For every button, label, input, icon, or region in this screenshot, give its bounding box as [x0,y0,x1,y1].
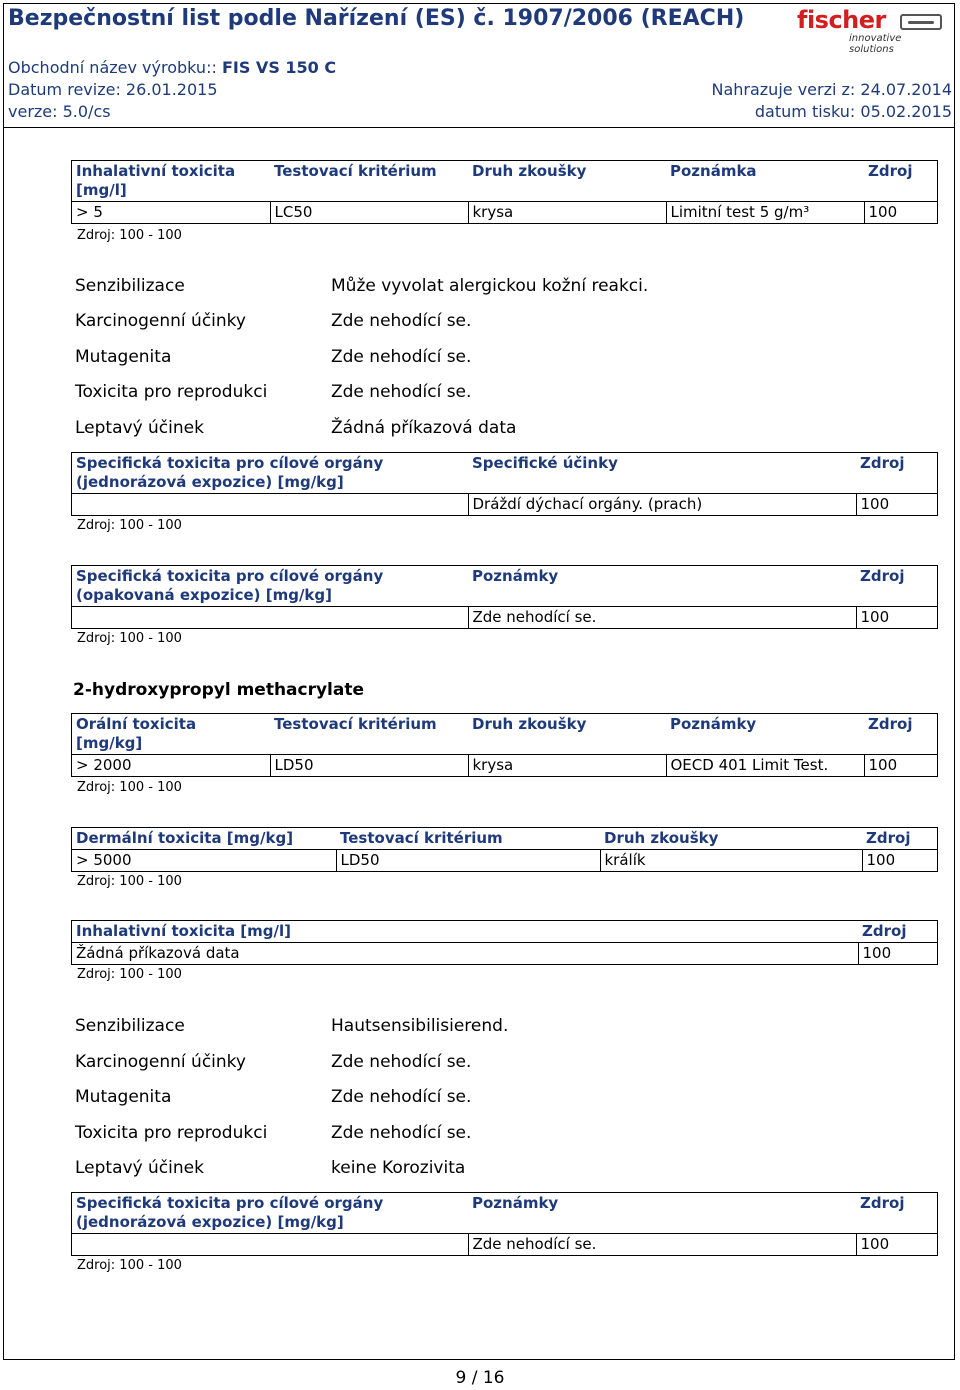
table-cell: krysa [468,755,666,777]
table-header-cell: Orální toxicita [mg/kg] [72,714,271,755]
table-header-cell: Specifické účinky [468,453,856,494]
property-label: Toxicita pro reprodukci [75,1123,268,1143]
property-value: Zde nehodící se. [331,311,472,331]
inhalation-toxicity-table-2 [71,920,938,965]
table-header-cell: Testovací kritérium [270,161,468,202]
version: verze: 5.0/cs [8,102,111,121]
stot-single-table [71,452,938,516]
table-header-cell: Zdroj [856,453,938,494]
table-header-cell: Druh zkoušky [468,714,666,755]
table-cell: > 5 [72,202,271,224]
property-value: Zde nehodící se. [331,1123,472,1143]
table-cell [72,1234,469,1256]
table-row [72,607,938,629]
table-header-row [72,921,938,943]
revision-date: Datum revize: 26.01.2015 [8,80,218,99]
property-value: Žádná příkazová data [331,418,517,438]
table-cell: krysa [468,202,666,224]
logo-badge-icon [900,14,942,30]
table-cell: > 5000 [72,850,337,872]
table-cell: 100 [864,202,938,224]
table-cell: 100 [856,1234,938,1256]
source-note: Zdroj: 100 - 100 [77,631,182,646]
table-cell: 100 [856,494,938,516]
property-value: Zde nehodící se. [331,382,472,402]
table-header-row [72,714,938,755]
property-value: Zde nehodící se. [331,1087,472,1107]
table-header-cell: Poznámky [666,714,864,755]
table-header-cell: Poznámka [666,161,864,202]
property-label: Leptavý účinek [75,418,204,438]
document-title: Bezpečnostní list podle Nařízení (ES) č. 1907/2006 (REACH) [8,6,745,31]
stot-repeated-table [71,565,938,629]
dermal-toxicity-table [71,827,938,872]
table-header-row [72,453,938,494]
table-cell: 100 [856,607,938,629]
table-header-row [72,566,938,607]
trade-name-line [8,58,336,77]
table-cell: Dráždí dýchací orgány. (prach) [468,494,856,516]
table-header-row [72,161,938,202]
substance-heading: 2-hydroxypropyl methacrylate [73,680,365,700]
table-cell: LC50 [270,202,468,224]
table-cell: králík [600,850,862,872]
table-cell: LD50 [270,755,468,777]
stot-single-table-2 [71,1192,938,1256]
property-label: Mutagenita [75,1087,172,1107]
property-label: Karcinogenní účinky [75,311,246,331]
table-row [72,202,938,224]
table-row [72,943,938,965]
table-header-cell: Testovací kritérium [270,714,468,755]
table-cell: 100 [858,943,938,965]
table-header-cell: Druh zkoušky [600,828,862,850]
table-header-cell: Zdroj [864,714,938,755]
table-header-cell: Specifická toxicita pro cílové orgány (jednorázová expozice) [mg/kg] [72,453,469,494]
property-value: Může vyvolat alergickou kožní reakci. [331,276,649,296]
page-number: 9 / 16 [455,1368,505,1388]
table-header-cell: Specifická toxicita pro cílové orgány (opakovaná expozice) [mg/kg] [72,566,469,607]
table-header-cell: Specifická toxicita pro cílové orgány (jednorázová expozice) [mg/kg] [72,1193,469,1234]
property-label: Senzibilizace [75,276,185,296]
table-header-cell: Zdroj [856,566,938,607]
replaces-version: Nahrazuje verzi z: 24.07.2014 [711,80,952,99]
table-header-row [72,1193,938,1234]
table-cell: 100 [862,850,938,872]
inhalation-toxicity-table [71,160,938,224]
table-cell: > 2000 [72,755,271,777]
table-cell: Zde nehodící se. [468,1234,856,1256]
property-label: Leptavý účinek [75,1158,204,1178]
table-cell: Žádná příkazová data [72,943,859,965]
property-label: Mutagenita [75,347,172,367]
table-row [72,755,938,777]
table-row [72,850,938,872]
source-note: Zdroj: 100 - 100 [77,874,182,889]
table-header-cell: Inhalativní toxicita [mg/l] [72,921,859,943]
property-value: keine Korozivita [331,1158,466,1178]
table-header-cell: Inhalativní toxicita [mg/l] [72,161,271,202]
logo-tagline: innovative solutions [849,33,902,55]
source-note: Zdroj: 100 - 100 [77,228,182,243]
print-date: datum tisku: 05.02.2015 [754,102,952,121]
fischer-logo [797,6,947,55]
table-header-cell: Dermální toxicita [mg/kg] [72,828,337,850]
logo-wordmark: fischer [797,6,886,34]
source-note: Zdroj: 100 - 100 [77,518,182,533]
table-cell [72,494,469,516]
table-cell: OECD 401 Limit Test. [666,755,864,777]
table-header-cell: Zdroj [864,161,938,202]
table-header-cell: Zdroj [862,828,938,850]
trade-name-label: Obchodní název výrobku:: [8,58,217,77]
table-row [72,1234,938,1256]
table-header-cell: Poznámky [468,1193,856,1234]
source-note: Zdroj: 100 - 100 [77,967,182,982]
table-header-cell: Zdroj [858,921,938,943]
source-note: Zdroj: 100 - 100 [77,780,182,795]
table-header-cell: Testovací kritérium [336,828,600,850]
table-header-cell: Poznámky [468,566,856,607]
table-cell: LD50 [336,850,600,872]
property-value: Zde nehodící se. [331,1052,472,1072]
table-cell [72,607,469,629]
property-label: Toxicita pro reprodukci [75,382,268,402]
trade-name: FIS VS 150 C [221,58,337,77]
table-header-cell: Druh zkoušky [468,161,666,202]
table-header-row [72,828,938,850]
source-note: Zdroj: 100 - 100 [77,1258,182,1273]
property-value: Zde nehodící se. [331,347,472,367]
property-label: Karcinogenní účinky [75,1052,246,1072]
header-divider [3,127,955,128]
table-cell: Limitní test 5 g/m³ [666,202,864,224]
property-label: Senzibilizace [75,1016,185,1036]
property-value: Hautsensibilisierend. [331,1016,509,1036]
table-cell: 100 [864,755,938,777]
oral-toxicity-table [71,713,938,777]
table-row [72,494,938,516]
table-header-cell: Zdroj [856,1193,938,1234]
table-cell: Zde nehodící se. [468,607,856,629]
